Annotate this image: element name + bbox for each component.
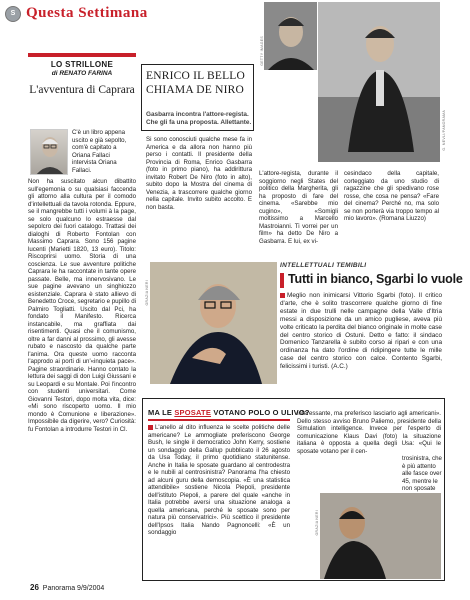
poll-body-2: interessante, ma preferisco lasciarlo agli americani». Dello stesso avviso Bruno Paliemo, presidente della Simulation intelligence. Invece per l'esperto di comunicazione Klaus Davi (foto) la situazione italiana è opposta a quella degli Usa: «Qui le sposate votano per il cen-	[297, 410, 441, 455]
enrico-body-3: cesindaco della capitale, corteggiato da uno studio di ragazzine che gli spedivano rose rosse, che cosa ne pensa? «Fare del cinema? Perché no, ma solo se non porterà via troppo tempo al mio lavoro». (Romana Liuzzo)	[344, 170, 439, 222]
author-photo	[30, 129, 68, 175]
poll-headline-highlight: SPOSATE	[174, 408, 212, 417]
klaus-davi-photo	[320, 493, 441, 579]
poll-headline-post: VOTANO POLO O ULIVO?	[211, 408, 310, 417]
bullet-square-icon	[148, 425, 153, 430]
column-intro-text: C'è un libro appena uscito e già sepolto, com'è capitato a Oriana Fallaci intervista Oriana Fallaci.	[72, 129, 127, 174]
sgarbi-photo	[150, 262, 277, 384]
poll-body-3: trosinistra, che è più attento alle fasce over 45, mentre le non sposate	[402, 455, 442, 492]
column-kicker: LO STRILLONE	[50, 60, 114, 69]
photo-credit-sgarbi: GRAZIA NERI	[145, 280, 149, 306]
enrico-headline	[146, 69, 252, 97]
poll-rule	[148, 419, 290, 421]
enrico-headline-line2: CHIAMA DE NIRO	[146, 84, 244, 96]
enrico-deck: Gasbarra incontra l'attore-regista. Che gli fa una proposta. Allettante.	[146, 111, 252, 126]
photo-credit-a: GETTY IMAGES	[260, 36, 264, 66]
logo-letter: S	[10, 10, 16, 17]
column-top-rule	[28, 53, 136, 57]
page-number: 26	[30, 583, 39, 592]
column-byline: di RENATO FARINA	[51, 70, 113, 77]
sgarbi-body-text: Meglio non inimicarsi Vittorio Sgarbi (foto). Il critico d'arte, che è solito trascorrere qualche giorno di fine estate in due trulli nelle campagne della Valle d'Itria messi a disposizione da un amico pugliese, aveva più volte criticato la perdita del bianco originale in molte case del centro storico di Ostuni. Detto e fatto: il sindaco Domenico Tanzarella è subito corso ai ripari e con una ordinanza ha dato l'ordine di ridipingere tutte le mille case del centro storico con calce. Contento Sgarbi, felicissimi i turisti. (A.C.)	[280, 292, 442, 371]
page-footer	[30, 583, 104, 592]
enrico-body-1: Si sono conosciuti qualche mese fa in America e da allora non hanno più perso i contatti. Il presidente della Provincia di Roma, Enrico Gasbarra (foto in primo piano), ha addirittura invitato Robert De Niro (foto in alto), subito dopo la Mostra del cinema di Venezia, a trascorrere qualche giorno nella capitale. Invito subito accolto. E non basta.	[146, 136, 252, 211]
photo-credit-b: G. NEVLI/PANORAMA	[442, 110, 446, 151]
issue-date: 9/9/2004	[77, 585, 105, 592]
section-title: Questa Settimana	[26, 5, 148, 21]
de-niro-photo	[264, 2, 317, 70]
sgarbi-kicker: INTELLETTUALI TEMIBILI	[280, 262, 367, 269]
gasbarra-photo	[318, 2, 440, 162]
bullet-square-icon	[280, 293, 285, 298]
column-body-text: Non ha suscitato alcun dibattito sull'egemonia o su qualsiasi faccenda gli attorno alla cultura per il comodo d'intellettuali da tavola rotonda. Eppure, se il mangrebbe tutti i volumi à la page, se solo qualcuno lo estraesse dal sepolcro dei fuori catalogo. Trattasi dei dialoghi di Roberto Fontolan con Massimo Caprara. Sono 156 pagine lucenti (Marietti 1820, 13 euro). Titolo: Riscoprirsi uomo. Storia di una coscienza. Le sue avventure politiche Caprara le ha raccontate in tante opere passate. Belle, ma innervosivano. Le sue pagine avevano un singhiozzo esistenziale. Caprara è stato allievo di Benedetto Croce, segretario e pupillo di Palmiro Togliatti. Uscito dal Pci, ha fondato il Manifesto. Ricerca instancabile, ma graffiata dai risentimenti. Quasi che il comunismo, oltre a far danni al prossimo, gli avesse rubato e nascosto da qualche parte l'anima. Ora queste uomo racconta l'approdo ai porti di un'«inquieta pace». Pagine straordinarie. Hanno contato la lettura dei saggi di don Luigi Giussani e su Leopardi e su Montale. Poi l'incontro con studenti universitari. Come Giovanni Testori, dopo molta vita, dice: «Mi sono riscoperto uomo. Il mio mondo è Comunione e liberazione». Impossibile da digerire, vero? Curiosità: fu Fontolan a introdurre Testori in Cl.	[28, 178, 136, 433]
sgarbi-red-bar	[280, 273, 284, 288]
poll-body-1-text: L'anello al dito influenza le scelte politiche delle americane? Le ammogliate preferiscono George Bush, le single il democratico John Kerry, sostiene un sondaggio della Gallup pubblicato il 26 agosto da Usa Today, il primo quotidiano statunitense. Anche in Italia le sposate guardano al centrodestra e le nubili al centrosinistra? Panorama l'ha chiesto ad alcuni guru della demoscopia. «È una statistica attendibile» sostiene Nicola Piepoli, presidente dell'istituto Piepoli, a parere del quale «anche in Italia potrebbe aversi una situazione analoga a quella americana, perché le sposate sono per natura più conservatrici». Più scettico il presidente dell'Ipsos Italia Nando Pagnoncelli: «È un sondaggio	[148, 424, 290, 536]
publication-name: Panorama	[42, 585, 76, 592]
column-title: L'avventura di Caprara	[29, 84, 135, 96]
enrico-headline-line1: ENRICO IL BELLO	[146, 70, 246, 82]
photo-credit-davi: GRAZIA NERI	[315, 510, 319, 536]
sgarbi-headline: Tutti in bianco, Sgarbi lo vuole	[288, 272, 463, 286]
poll-headline	[148, 408, 310, 417]
poll-headline-pre: MA LE	[148, 408, 175, 417]
poll-body-1	[148, 424, 290, 537]
sgarbi-body	[280, 292, 442, 371]
enrico-body-2: L'attore-regista, durante il soggiorno negli States del politico della Margherita, gli ha proposto di fare del cinema. «Sarebbe mio cugino», «Somigli moltissimo a Marcello Mastroianni. Ti vorrei per un film» ha detto De Niro a Gasbarra. E lui, ex vi-	[259, 170, 338, 245]
magazine-logo	[5, 6, 21, 22]
